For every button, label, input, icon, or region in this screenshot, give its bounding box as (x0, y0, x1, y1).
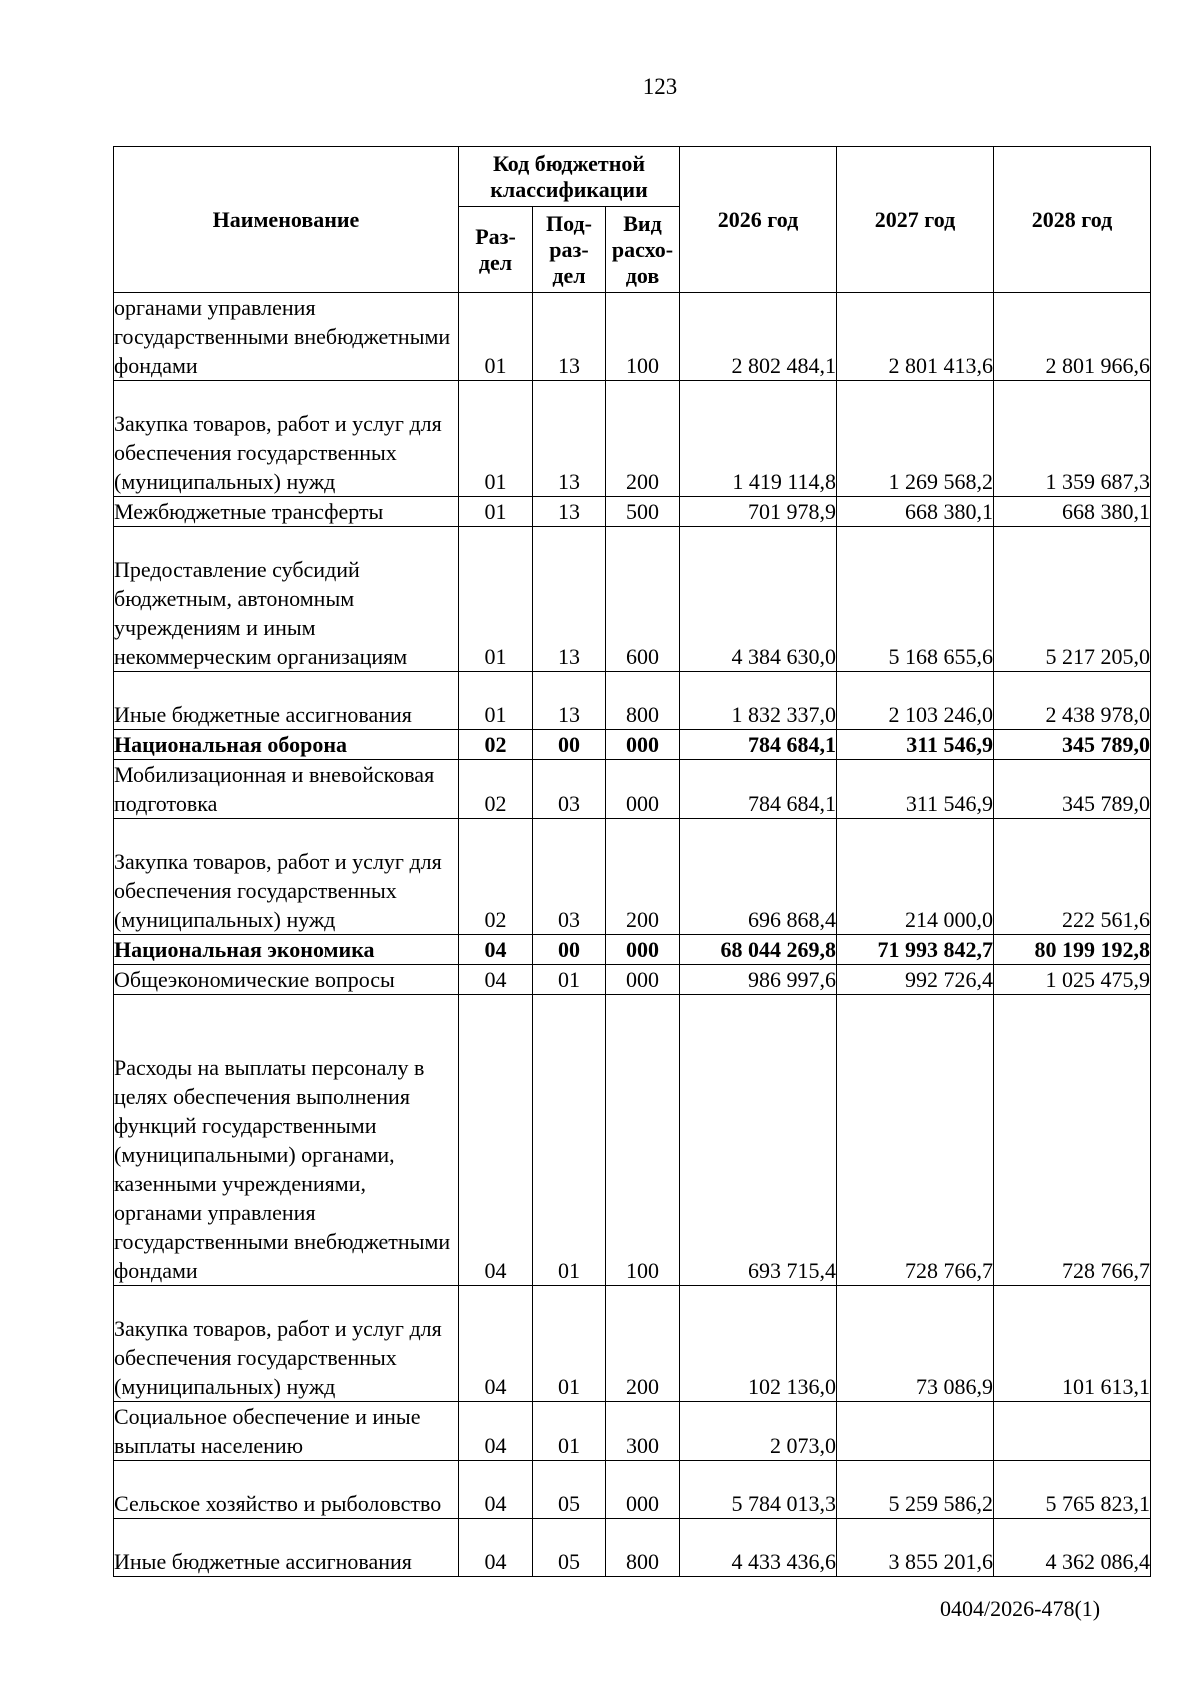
table-row (114, 1519, 1151, 1577)
row-value-2027: 992 726,4 (837, 965, 994, 995)
row-subsection: 13 (533, 527, 606, 672)
row-subsection: 01 (533, 1402, 606, 1461)
row-subsection: 13 (533, 381, 606, 497)
row-value-2026: 68 044 269,8 (680, 935, 837, 965)
row-value-2027: 5 259 586,2 (837, 1461, 994, 1519)
row-section: 04 (459, 1461, 533, 1519)
row-subsection: 03 (533, 760, 606, 819)
row-value-2027: 668 380,1 (837, 497, 994, 527)
row-expense-type: 800 (606, 1519, 680, 1577)
table-row (114, 819, 1151, 935)
row-value-2027 (837, 1402, 994, 1461)
header-name: Наименование (114, 147, 459, 293)
row-expense-type: 000 (606, 730, 680, 760)
table-row (114, 1402, 1151, 1461)
row-value-2028: 1 359 687,3 (994, 381, 1151, 497)
row-expense-type: 200 (606, 819, 680, 935)
row-name: Сельское хозяйство и рыболовство (114, 1461, 459, 1519)
header-2026: 2026 год (680, 147, 837, 293)
row-expense-type: 300 (606, 1402, 680, 1461)
row-value-2027: 2 103 246,0 (837, 672, 994, 730)
table-row (114, 1286, 1151, 1402)
budget-table (113, 146, 1151, 1577)
row-value-2028: 222 561,6 (994, 819, 1151, 935)
table-row (114, 995, 1151, 1286)
row-expense-type: 800 (606, 672, 680, 730)
row-value-2027: 73 086,9 (837, 1286, 994, 1402)
row-value-2027: 311 546,9 (837, 730, 994, 760)
row-name: органами управления государственными внебюджетными фондами (114, 293, 459, 381)
row-subsection: 01 (533, 995, 606, 1286)
row-name: Иные бюджетные ассигнования (114, 1519, 459, 1577)
row-section: 04 (459, 995, 533, 1286)
row-section: 04 (459, 965, 533, 995)
header-section: Раз-дел (459, 207, 533, 293)
header-expense-type: Вид расхо-дов (606, 207, 680, 293)
row-value-2026: 2 802 484,1 (680, 293, 837, 381)
document-code: 0404/2026-478(1) (940, 1596, 1101, 1621)
row-value-2027: 214 000,0 (837, 819, 994, 935)
row-value-2027: 728 766,7 (837, 995, 994, 1286)
row-subsection: 01 (533, 1286, 606, 1402)
row-section: 04 (459, 1519, 533, 1577)
row-name: Межбюджетные трансферты (114, 497, 459, 527)
row-name: Закупка товаров, работ и услуг для обеспечения государственных (муниципальных) нужд (114, 1286, 459, 1402)
row-value-2027: 3 855 201,6 (837, 1519, 994, 1577)
row-expense-type: 100 (606, 293, 680, 381)
row-value-2028: 2 438 978,0 (994, 672, 1151, 730)
row-value-2028: 80 199 192,8 (994, 935, 1151, 965)
row-value-2026: 696 868,4 (680, 819, 837, 935)
row-subsection: 13 (533, 497, 606, 527)
row-value-2027: 5 168 655,6 (837, 527, 994, 672)
row-name: Социальное обеспечение и иные выплаты населению (114, 1402, 459, 1461)
row-value-2026: 693 715,4 (680, 995, 837, 1286)
table-row (114, 381, 1151, 497)
row-name: Иные бюджетные ассигнования (114, 672, 459, 730)
row-subsection: 03 (533, 819, 606, 935)
row-subsection: 01 (533, 965, 606, 995)
row-value-2026: 2 073,0 (680, 1402, 837, 1461)
row-value-2028: 2 801 966,6 (994, 293, 1151, 381)
row-expense-type: 600 (606, 527, 680, 672)
row-subsection: 00 (533, 730, 606, 760)
table-row (114, 965, 1151, 995)
row-subsection: 00 (533, 935, 606, 965)
row-expense-type: 000 (606, 935, 680, 965)
row-section: 04 (459, 935, 533, 965)
table-row (114, 730, 1151, 760)
page-number: 123 (642, 74, 678, 99)
row-expense-type: 000 (606, 965, 680, 995)
row-section: 01 (459, 293, 533, 381)
row-value-2028: 668 380,1 (994, 497, 1151, 527)
row-value-2027: 2 801 413,6 (837, 293, 994, 381)
row-value-2028: 101 613,1 (994, 1286, 1151, 1402)
row-section: 01 (459, 672, 533, 730)
row-value-2026: 701 978,9 (680, 497, 837, 527)
row-value-2028: 345 789,0 (994, 760, 1151, 819)
row-expense-type: 000 (606, 760, 680, 819)
row-section: 04 (459, 1286, 533, 1402)
row-name: Закупка товаров, работ и услуг для обеспечения государственных (муниципальных) нужд (114, 819, 459, 935)
table-row (114, 527, 1151, 672)
row-value-2028: 5 765 823,1 (994, 1461, 1151, 1519)
row-value-2026: 784 684,1 (680, 730, 837, 760)
row-value-2028: 1 025 475,9 (994, 965, 1151, 995)
header-2027: 2027 год (837, 147, 994, 293)
table-row (114, 293, 1151, 381)
header-subsection: Под-раз-дел (533, 207, 606, 293)
row-expense-type: 500 (606, 497, 680, 527)
table-row (114, 672, 1151, 730)
row-value-2026: 102 136,0 (680, 1286, 837, 1402)
row-section: 01 (459, 381, 533, 497)
row-name: Национальная экономика (114, 935, 459, 965)
table-row (114, 935, 1151, 965)
row-section: 01 (459, 527, 533, 672)
row-value-2028: 728 766,7 (994, 995, 1151, 1286)
row-section: 04 (459, 1402, 533, 1461)
row-expense-type: 000 (606, 1461, 680, 1519)
row-name: Национальная оборона (114, 730, 459, 760)
row-value-2026: 1 419 114,8 (680, 381, 837, 497)
row-section: 01 (459, 497, 533, 527)
row-value-2026: 4 384 630,0 (680, 527, 837, 672)
row-name: Предоставление субсидий бюджетным, автономным учреждениям и иным некоммерческим организациям (114, 527, 459, 672)
row-value-2028: 4 362 086,4 (994, 1519, 1151, 1577)
row-value-2026: 784 684,1 (680, 760, 837, 819)
row-subsection: 05 (533, 1461, 606, 1519)
row-expense-type: 200 (606, 1286, 680, 1402)
row-name: Общеэкономические вопросы (114, 965, 459, 995)
row-subsection: 13 (533, 672, 606, 730)
row-name: Мобилизационная и вневойсковая подготовка (114, 760, 459, 819)
row-expense-type: 200 (606, 381, 680, 497)
row-value-2027: 71 993 842,7 (837, 935, 994, 965)
row-value-2026: 5 784 013,3 (680, 1461, 837, 1519)
row-value-2026: 4 433 436,6 (680, 1519, 837, 1577)
row-value-2026: 986 997,6 (680, 965, 837, 995)
row-value-2028: 345 789,0 (994, 730, 1151, 760)
row-name: Расходы на выплаты персоналу в целях обеспечения выполнения функций государственными (муниципальными) органами, казенными учреждениями, органами управления государственными внебюджетными фондами (114, 995, 459, 1286)
row-section: 02 (459, 730, 533, 760)
row-section: 02 (459, 819, 533, 935)
row-value-2027: 1 269 568,2 (837, 381, 994, 497)
header-budget-code: Код бюджетной классификации (459, 147, 680, 207)
table-row (114, 760, 1151, 819)
row-subsection: 13 (533, 293, 606, 381)
header-2028: 2028 год (994, 147, 1151, 293)
row-value-2028: 5 217 205,0 (994, 527, 1151, 672)
table-body (114, 293, 1151, 1577)
row-name: Закупка товаров, работ и услуг для обеспечения государственных (муниципальных) нужд (114, 381, 459, 497)
row-subsection: 05 (533, 1519, 606, 1577)
table-row (114, 497, 1151, 527)
row-value-2028 (994, 1402, 1151, 1461)
table-row (114, 1461, 1151, 1519)
row-value-2026: 1 832 337,0 (680, 672, 837, 730)
row-expense-type: 100 (606, 995, 680, 1286)
row-value-2027: 311 546,9 (837, 760, 994, 819)
row-section: 02 (459, 760, 533, 819)
